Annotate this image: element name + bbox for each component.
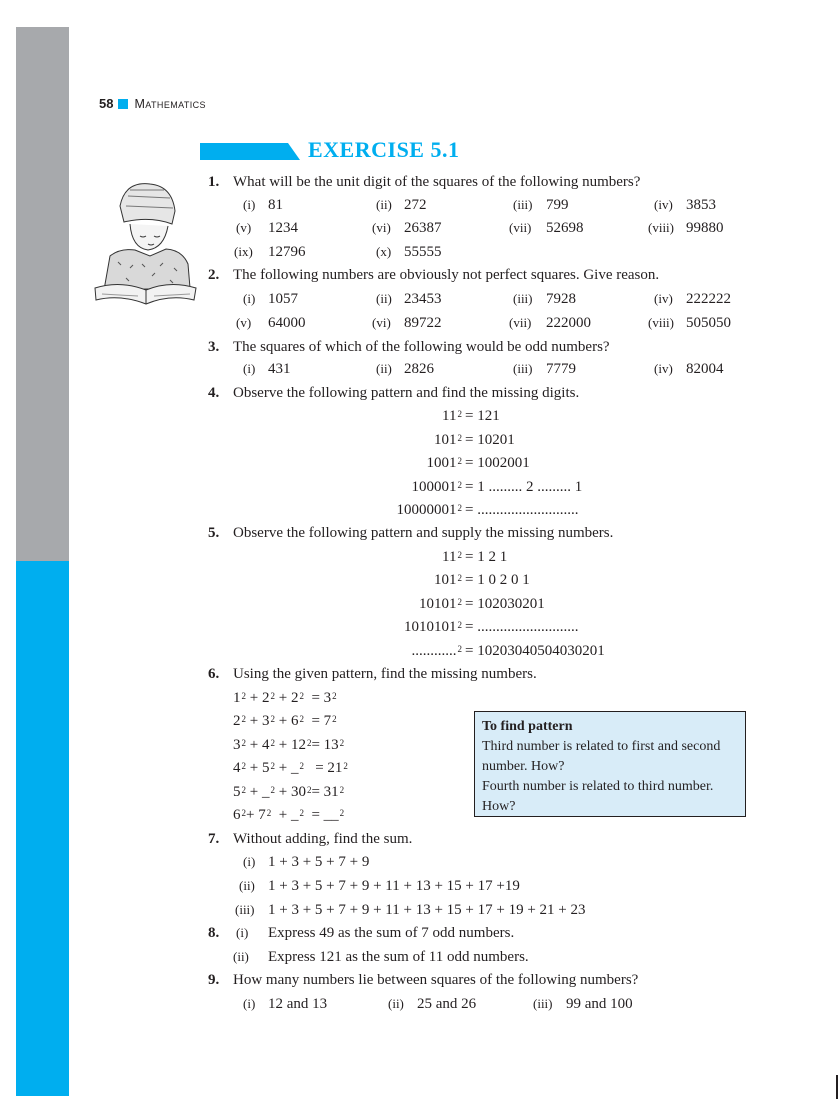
question-text: Observe the following pattern and supply the missing numbers. [233, 525, 614, 541]
roman-numeral: (iv) [654, 197, 673, 212]
roman-numeral: (vii) [509, 315, 532, 330]
header-square-icon [118, 99, 128, 109]
pattern-equation: $4^2 + 5^2$ + _$^2$ = $21^2$ [233, 760, 348, 776]
roman-numeral: (i) [243, 854, 256, 869]
side-band-gray [16, 27, 69, 561]
pattern-base: 10000001$^2$ [396, 502, 462, 518]
page-number: 58 [99, 96, 114, 111]
item-value: 99880 [686, 220, 724, 236]
question-text: The squares of which of the following would be odd numbers? [233, 339, 610, 355]
roman-numeral: (ix) [234, 244, 253, 259]
hint-line: Third number is related to first and second number. How? [482, 739, 721, 774]
pattern-base: $11^2$ [442, 549, 462, 565]
pattern-base: $101^2$ [434, 432, 462, 448]
item-value: 12 and 13 [268, 996, 328, 1012]
pattern-base: 10101$^2$ [419, 596, 462, 612]
item-value: 2826 [404, 361, 434, 377]
item-value: 222222 [686, 291, 731, 307]
page-edge-mark [836, 1075, 838, 1099]
item-value: Express 49 as the sum of 7 odd numbers. [268, 925, 515, 941]
item-value: 25 and 26 [417, 996, 477, 1012]
pattern-base: $101^2$ [434, 572, 462, 588]
roman-numeral: (ii) [376, 361, 392, 376]
item-value: 52698 [546, 220, 584, 236]
question-number: 8. [208, 925, 220, 941]
item-value: 1 + 3 + 5 + 7 + 9 + 11 + 13 + 15 + 17 + 19 + 21 + 23 [268, 902, 586, 918]
question-text: Without adding, find the sum. [233, 831, 413, 847]
roman-numeral: (vi) [372, 220, 391, 235]
pattern-equation: $2^2 + 3^2 + 6^2 = 7^2$ [233, 713, 337, 729]
question-number: 7. [208, 831, 220, 847]
roman-numeral: (viii) [648, 315, 674, 330]
item-value: 82004 [686, 361, 724, 377]
question-text: Using the given pattern, find the missing numbers. [233, 666, 537, 682]
item-value: 1234 [268, 220, 298, 236]
pattern-result: = 1 ......... 2 ......... 1 [465, 479, 583, 495]
item-value: 3853 [686, 197, 716, 213]
child-reading-illustration [90, 176, 200, 308]
item-value: 431 [268, 361, 291, 377]
pattern-equation: $1^2 + 2^2 + 2^2 = 3^2$ [233, 690, 337, 706]
item-value: 12796 [268, 244, 306, 260]
roman-numeral: (vii) [509, 220, 532, 235]
roman-numeral: (i) [236, 925, 249, 940]
pattern-equation: $3^2 + 4^2 + 12^2= 13^2$ [233, 737, 345, 753]
question-number: 2. [208, 267, 220, 283]
item-value: 55555 [404, 244, 442, 260]
roman-numeral: (i) [243, 291, 256, 306]
pattern-base: 100001$^2$ [411, 479, 462, 495]
item-value: 26387 [404, 220, 442, 236]
pattern-hint-box [474, 711, 746, 817]
item-value: 1057 [268, 291, 298, 307]
roman-numeral: (iii) [513, 361, 533, 376]
pattern-result: = 102030201 [465, 596, 545, 612]
roman-numeral: (iv) [654, 361, 673, 376]
question-number: 9. [208, 972, 220, 988]
item-value: 272 [404, 197, 427, 213]
roman-numeral: (iii) [513, 291, 533, 306]
roman-numeral: (x) [376, 244, 392, 259]
question-text: What will be the unit digit of the squares of the following numbers? [233, 174, 641, 190]
hint-title: To find pattern [482, 719, 573, 734]
question-number: 3. [208, 339, 220, 355]
item-value: 81 [268, 197, 283, 213]
pattern-result: = ........................... [465, 502, 579, 518]
pattern-equation: $6^2+ 7^2$ + _$^2$ = __$^2$ [233, 807, 345, 823]
roman-numeral: (ii) [376, 197, 392, 212]
exercise-title: EXERCISE 5.1 [308, 137, 460, 162]
item-value: 7779 [546, 361, 576, 377]
item-value: Express 121 as the sum of 11 odd numbers. [268, 949, 529, 965]
roman-numeral: (v) [236, 220, 252, 235]
pattern-result: = 1 0 2 0 1 [465, 572, 530, 588]
pattern-result: = 10203040504030201 [465, 643, 605, 659]
item-value: 1 + 3 + 5 + 7 + 9 + 11 + 13 + 15 + 17 +19 [268, 878, 520, 894]
question-text: The following numbers are obviously not perfect squares. Give reason. [233, 267, 660, 283]
roman-numeral: (ii) [376, 291, 392, 306]
pattern-result: = 121 [465, 408, 500, 424]
roman-numeral: (iii) [533, 996, 553, 1011]
question-number: 4. [208, 385, 220, 401]
pattern-equation: $5^2$ + _$^2$ + $30^2= 31^2$ [233, 784, 345, 800]
subject-title: Mathematics [134, 96, 206, 111]
pattern-result: = 10201 [465, 432, 515, 448]
roman-numeral: (i) [243, 996, 256, 1011]
roman-numeral: (ii) [239, 878, 255, 893]
roman-numeral: (v) [236, 315, 252, 330]
roman-numeral: (i) [243, 197, 256, 212]
roman-numeral: (i) [243, 361, 256, 376]
pattern-base: $11^2$ [442, 408, 462, 424]
exercise-bar [200, 143, 300, 160]
pattern-base: 1001$^2$ [426, 455, 462, 471]
roman-numeral: (ii) [388, 996, 404, 1011]
item-value: 799 [546, 197, 569, 213]
roman-numeral: (iii) [235, 902, 255, 917]
item-value: 222000 [546, 315, 591, 331]
pattern-result: = 1002001 [465, 455, 530, 471]
pattern-result: = ........................... [465, 619, 579, 635]
item-value: 505050 [686, 315, 731, 331]
item-value: 64000 [268, 315, 306, 331]
roman-numeral: (iii) [513, 197, 533, 212]
question-text: How many numbers lie between squares of the following numbers? [233, 972, 639, 988]
roman-numeral: (ii) [233, 949, 249, 964]
hint-line: Fourth number is related to third number. How? [482, 779, 714, 814]
roman-numeral: (vi) [372, 315, 391, 330]
roman-numeral: (viii) [648, 220, 674, 235]
item-value: 7928 [546, 291, 576, 307]
question-number: 6. [208, 666, 220, 682]
question-text: Observe the following pattern and find the missing digits. [233, 385, 580, 401]
pattern-result: = 1 2 1 [465, 549, 508, 565]
running-header [99, 96, 206, 111]
side-band-blue [16, 561, 69, 1096]
item-value: 99 and 100 [566, 996, 633, 1012]
question-number: 5. [208, 525, 220, 541]
item-value: 23453 [404, 291, 442, 307]
item-value: 1 + 3 + 5 + 7 + 9 [268, 854, 370, 870]
pattern-base: 1010101$^2$ [404, 619, 462, 635]
roman-numeral: (iv) [654, 291, 673, 306]
item-value: 89722 [404, 315, 442, 331]
pattern-base: ............$^2$ [411, 643, 462, 659]
question-number: 1. [208, 174, 220, 190]
